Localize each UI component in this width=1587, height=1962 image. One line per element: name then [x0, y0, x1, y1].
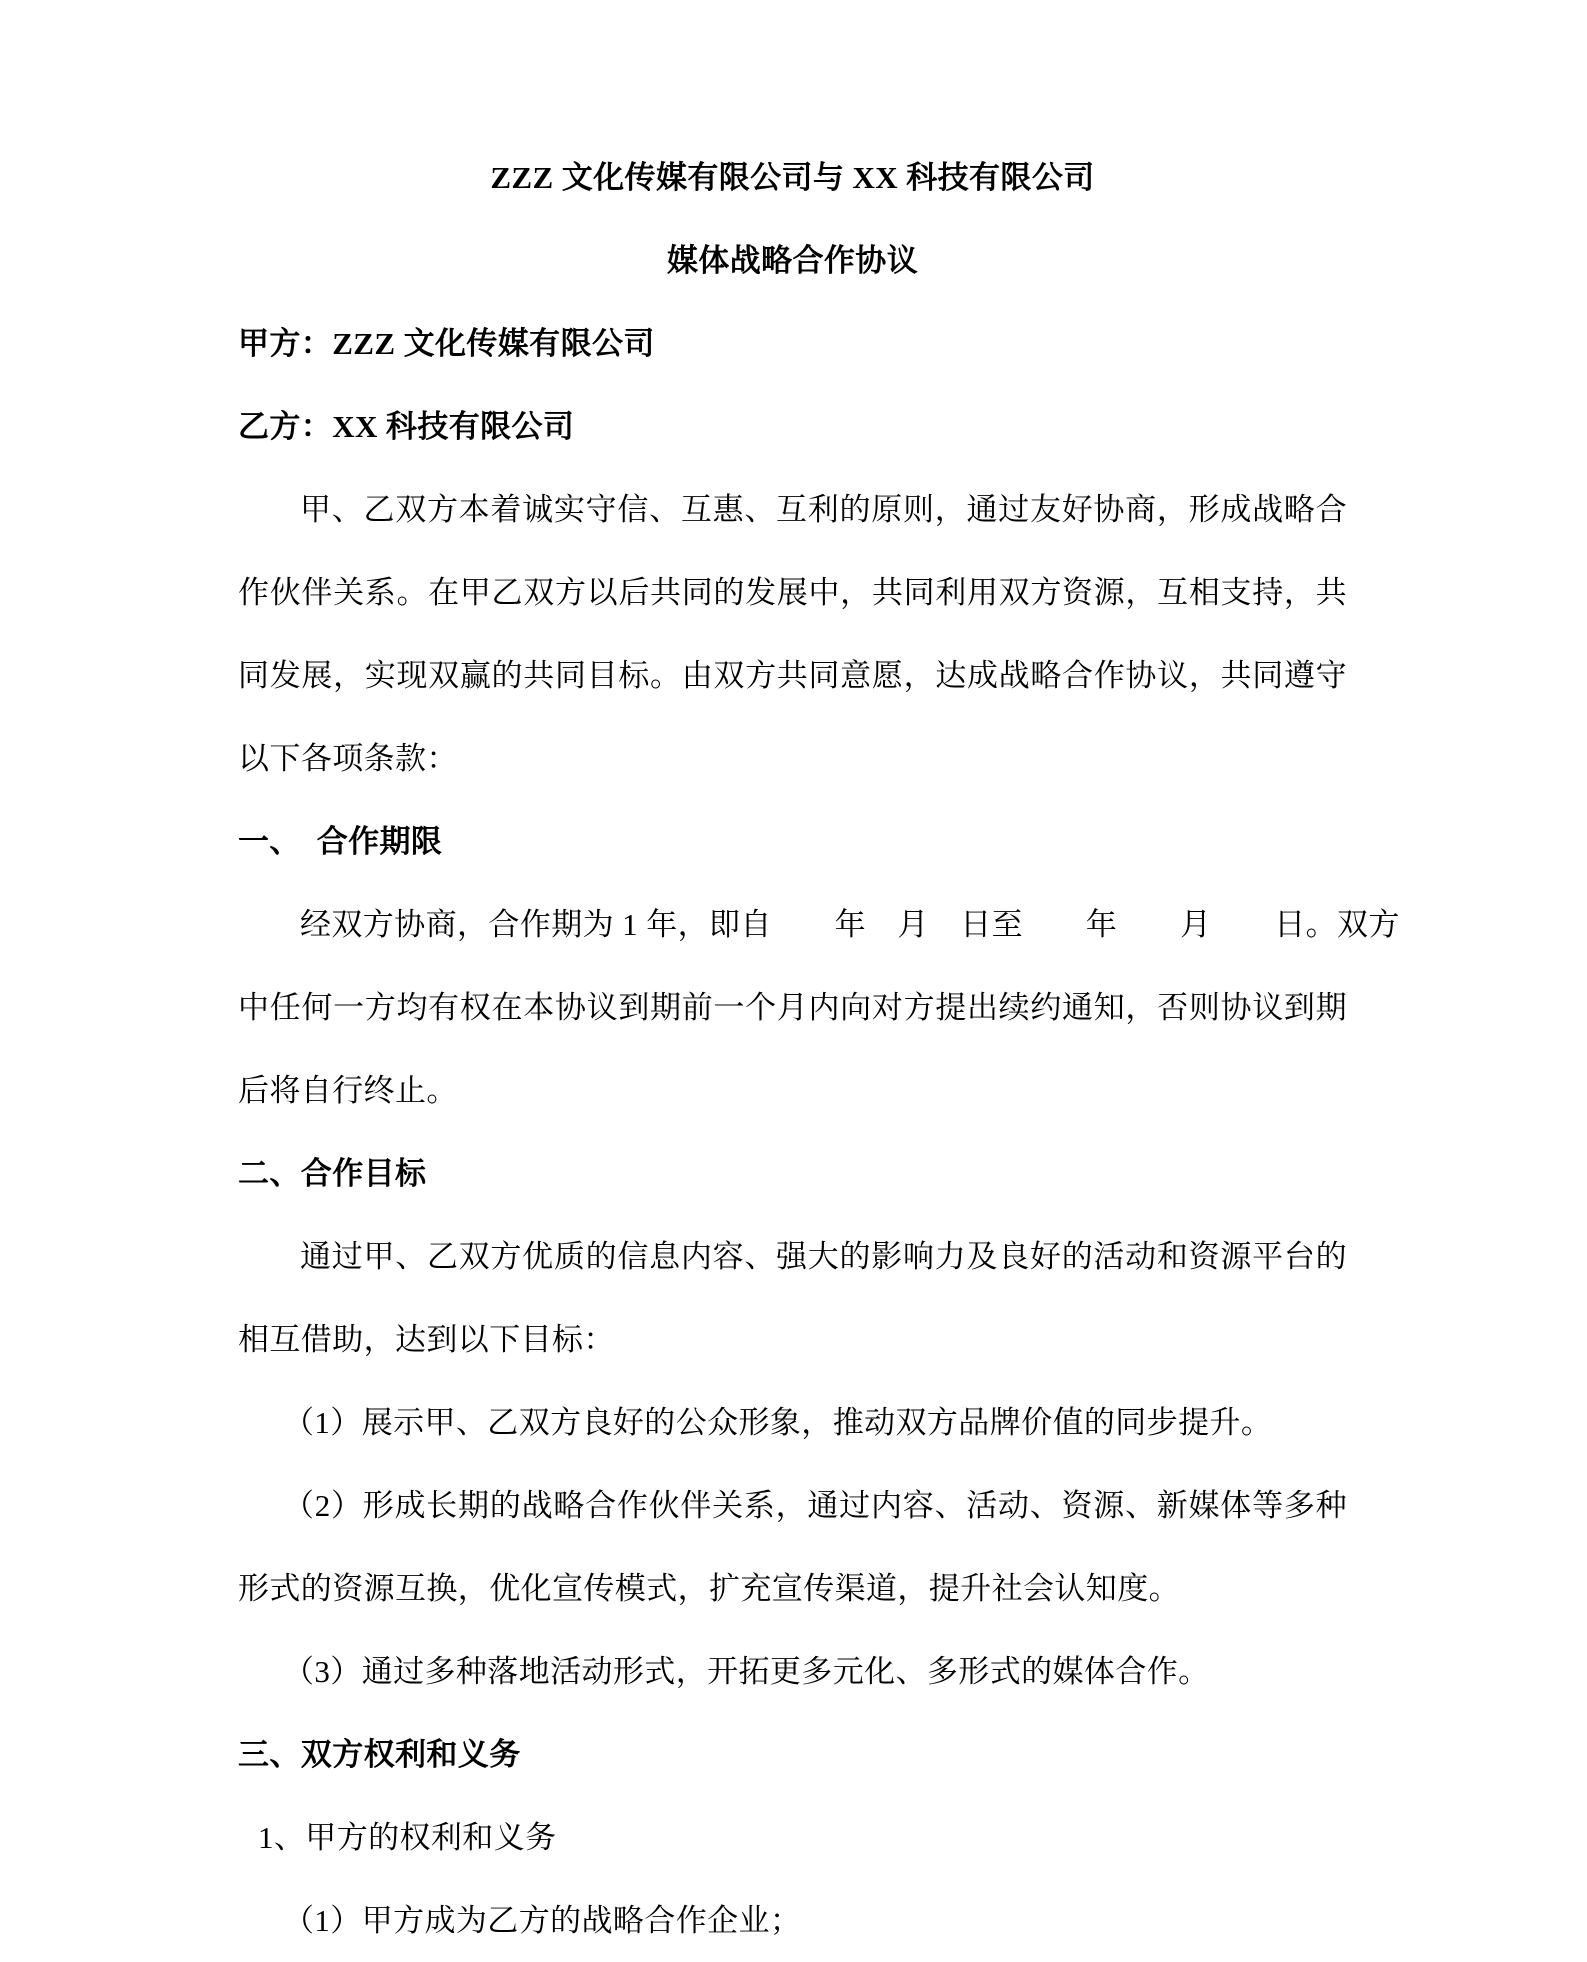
section-1-line-1: 经双方协商，合作期为 1 年，即自 年 月 日至 年 月 日。双方: [300, 907, 1400, 942]
section-2-item-2-line-2: 形式的资源互换，优化宣传模式，扩充宣传渠道，提升社会认知度。: [238, 1571, 1180, 1606]
section-1-heading: 一、 合作期限: [238, 824, 443, 859]
preamble-line-2: 作伙伴关系。在甲乙双方以后共同的发展中，共同利用双方资源，互相支持，共: [238, 575, 1347, 610]
section-3-heading: 三、双方权利和义务: [238, 1737, 521, 1772]
preamble-line-1: 甲、乙双方本着诚实守信、互惠、互利的原则，通过友好协商，形成战略合: [300, 492, 1347, 527]
section-2-item-3: （3）通过多种落地活动形式，开拓更多元化、多形式的媒体合作。: [283, 1654, 1210, 1689]
section-2-heading: 二、合作目标: [238, 1156, 427, 1191]
document-title: ZZZ 文化传媒有限公司与 XX 科技有限公司: [490, 160, 1095, 195]
section-1-line-2: 中任何一方均有权在本协议到期前一个月内向对方提出续约通知，否则协议到期: [238, 990, 1347, 1025]
section-2-item-2-line-1: （2）形成长期的战略合作伙伴关系，通过内容、活动、资源、新媒体等多种: [283, 1488, 1347, 1523]
section-2-line-1: 通过甲、乙双方优质的信息内容、强大的影响力及良好的活动和资源平台的: [300, 1239, 1347, 1274]
party-b-line: 乙方：XX 科技有限公司: [238, 409, 575, 444]
party-a-line: 甲方：ZZZ 文化传媒有限公司: [238, 326, 655, 361]
section-2-line-2: 相互借助，达到以下目标：: [238, 1322, 615, 1357]
section-3-sub-1-heading: 1、甲方的权利和义务: [258, 1820, 557, 1855]
section-2-item-1: （1）展示甲、乙双方良好的公众形象，推动双方品牌价值的同步提升。: [283, 1405, 1273, 1440]
preamble-line-3: 同发展，实现双赢的共同目标。由双方共同意愿，达成战略合作协议，共同遵守: [238, 658, 1347, 693]
section-1-line-3: 后将自行终止。: [238, 1073, 458, 1108]
section-3-sub-1-item-1: （1）甲方成为乙方的战略合作企业；: [283, 1903, 802, 1938]
preamble-line-4: 以下各项条款：: [238, 741, 458, 776]
document-subtitle: 媒体战略合作协议: [666, 243, 919, 278]
